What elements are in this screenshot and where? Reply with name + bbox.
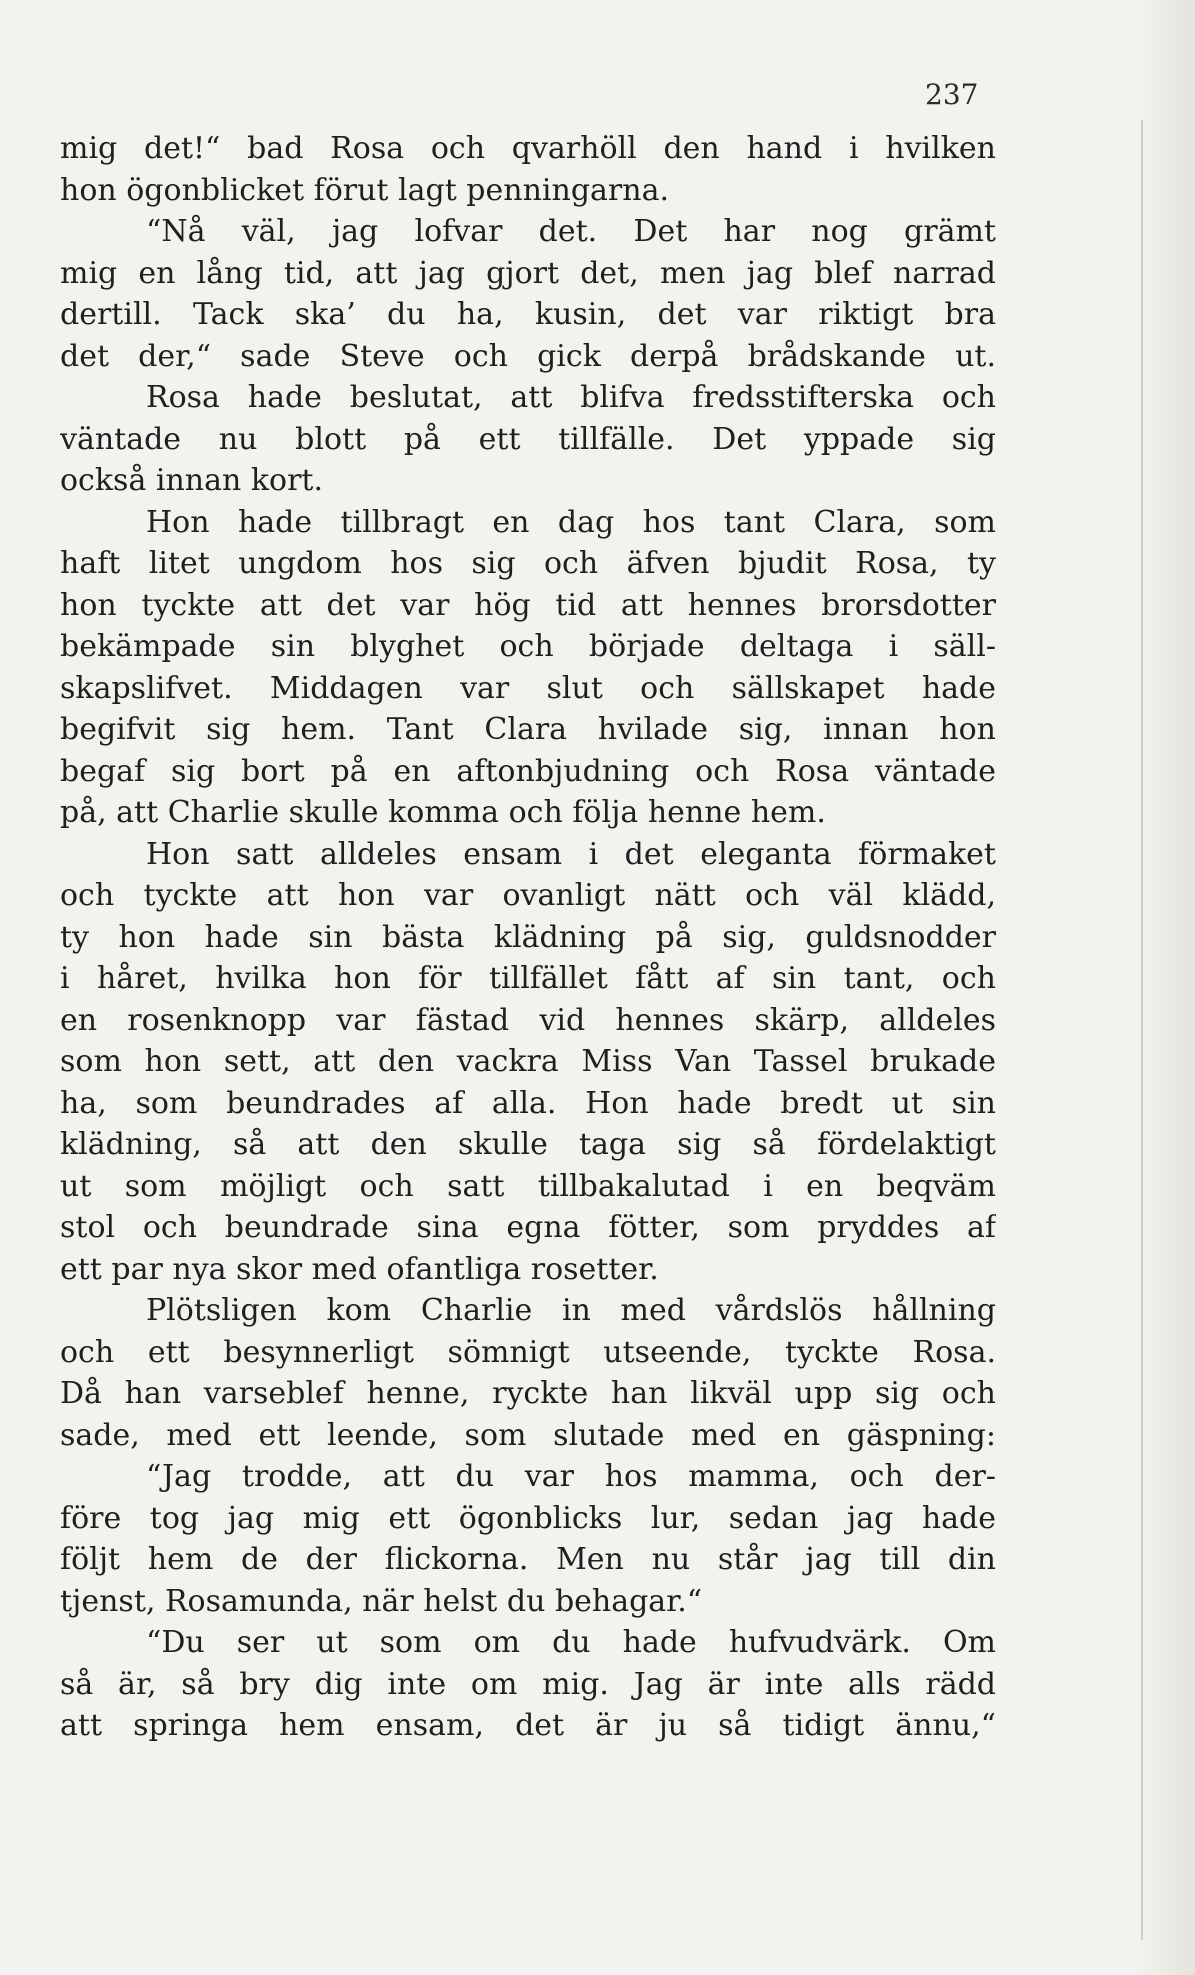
text-line: mig en lång tid, att jag gjort det, men jag blef narrad [60, 255, 996, 291]
text-line: begaf sig bort på en aftonbjudning och Rosa väntade [60, 753, 996, 789]
text-line: så är, så bry dig inte om mig. Jag är inte alls rädd [60, 1666, 996, 1702]
text-line: skapslifvet. Middagen var slut och sällskapet hade [60, 670, 996, 706]
text-line: det der,“ sade Steve och gick derpå brådskande ut. [60, 338, 996, 374]
text-line: hon ögonblicket förut lagt penningarna. [60, 172, 669, 208]
page-edge-line [1141, 120, 1143, 1940]
text-line: att springa hem ensam, det är ju så tidigt ännu,“ [60, 1708, 996, 1743]
text-line: haft litet ungdom hos sig och äfven bjudit Rosa, ty [60, 546, 996, 581]
text-line: Plötsligen kom Charlie in med vårdslös hållning [146, 1293, 996, 1328]
text-line: “Nå väl, jag lofvar det. Det har nog grämt [146, 214, 996, 249]
text-line: ty hon hade sin bästa klädning på sig, guldsnodder [60, 919, 996, 955]
text-line: Hon satt alldeles ensam i det eleganta förmaket [146, 836, 996, 872]
text-line: ut som möjligt och satt tillbakalutad i en beqväm [60, 1168, 996, 1204]
text-line: hon tyckte att det var hög tid att hennes brorsdotter [60, 587, 996, 623]
text-line: sade, med ett leende, som slutade med en gäspning: [60, 1417, 996, 1453]
text-line: mig det!“ bad Rosa och qvarhöll den hand i hvilken [60, 131, 996, 166]
page-number: 237 [925, 78, 979, 111]
text-line: Rosa hade beslutat, att blifva fredsstifterska och [146, 380, 996, 415]
text-line: stol och beundrade sina egna fötter, som pryddes af [60, 1210, 996, 1245]
body-text [60, 128, 996, 1747]
page-edge-shadow [1135, 0, 1195, 1975]
text-line: ett par nya skor med ofantliga rosetter. [60, 1251, 659, 1287]
text-line: före tog jag mig ett ögonblicks lur, sedan jag hade [60, 1500, 996, 1536]
text-line: och ett besynnerligt sömnigt utseende, tyckte Rosa. [60, 1334, 996, 1370]
text-line: och tyckte att hon var ovanligt nätt och väl klädd, [60, 878, 996, 913]
text-line: tjenst, Rosamunda, när helst du behagar.“ [60, 1583, 703, 1619]
text-line: i håret, hvilka hon för tillfället fått af sin tant, och [60, 961, 996, 996]
text-line: “Jag trodde, att du var hos mamma, och der- [146, 1459, 996, 1494]
text-line: klädning, så att den skulle taga sig så fördelaktigt [60, 1127, 996, 1162]
text-line: dertill. Tack ska’ du ha, kusin, det var riktigt bra [60, 297, 996, 332]
text-line: Hon hade tillbragt en dag hos tant Clara, som [146, 504, 996, 540]
text-line: som hon sett, att den vackra Miss Van Tassel brukade [60, 1044, 996, 1079]
text-line: väntade nu blott på ett tillfälle. Det yppade sig [60, 421, 996, 457]
text-line: bekämpade sin blyghet och började deltaga i säll- [60, 629, 996, 664]
text-line: på, att Charlie skulle komma och följa henne hem. [60, 795, 826, 830]
text-line: “Du ser ut som om du hade hufvudvärk. Om [146, 1625, 996, 1660]
text-line: Då han varseblef henne, ryckte han likväl upp sig och [60, 1376, 996, 1411]
text-line: ha, som beundrades af alla. Hon hade bredt ut sin [60, 1085, 996, 1121]
text-line: begifvit sig hem. Tant Clara hvilade sig, innan hon [60, 712, 996, 747]
text-line: följt hem de der flickorna. Men nu står jag till din [60, 1542, 996, 1577]
text-line: också innan kort. [60, 463, 324, 498]
text-line: en rosenknopp var fästad vid hennes skärp, alldeles [60, 1002, 996, 1038]
